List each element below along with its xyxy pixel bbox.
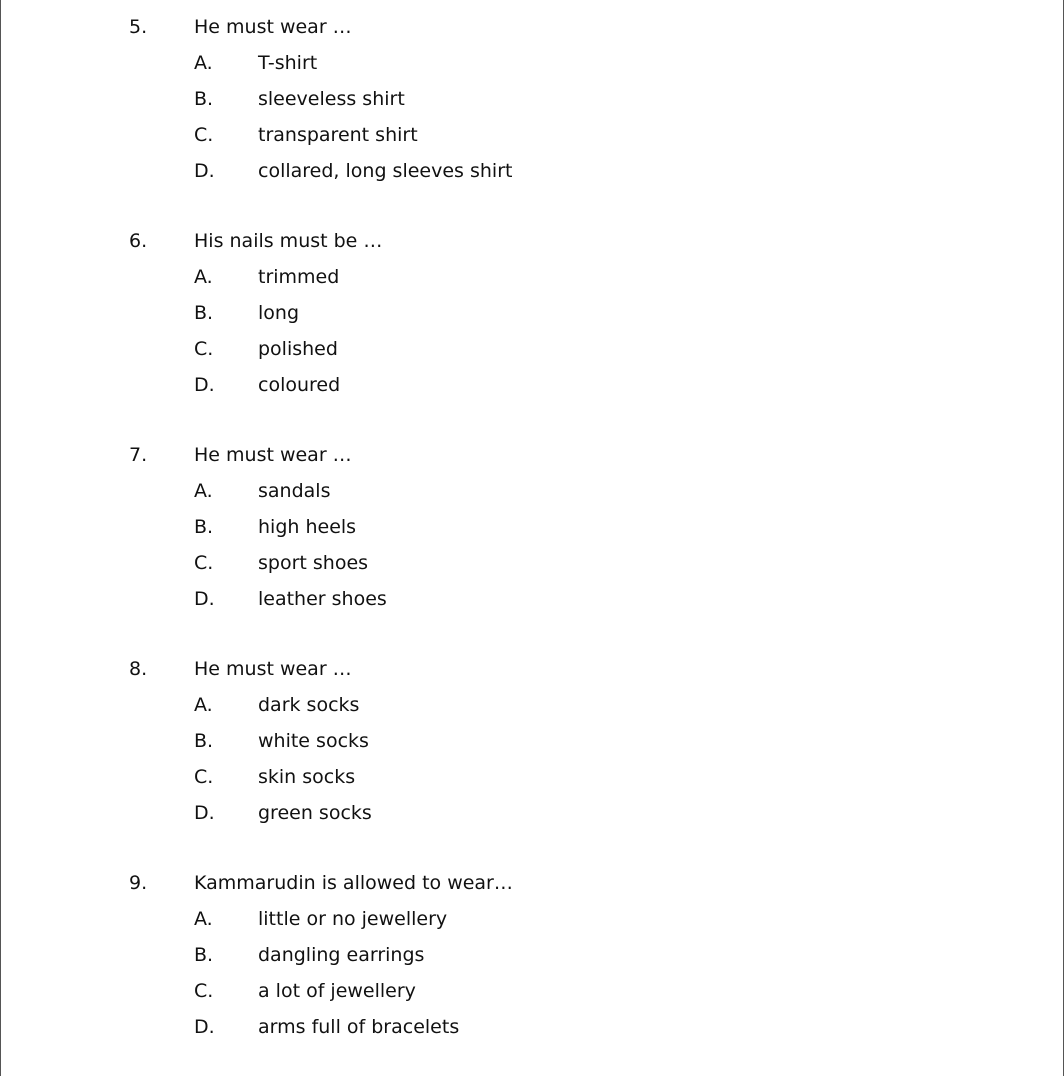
option-letter: C. [194, 980, 214, 1002]
option-b [0, 72, 1064, 108]
question-stem [0, 856, 1064, 892]
option-a [0, 250, 1064, 286]
option-text: green socks [258, 802, 372, 824]
option-letter: C. [194, 124, 214, 146]
option-a [0, 678, 1064, 714]
option-c [0, 536, 1064, 572]
option-letter: B. [194, 516, 214, 538]
option-text: high heels [258, 516, 357, 538]
option-a [0, 36, 1064, 72]
option-letter: A. [194, 908, 213, 930]
option-letter: A. [194, 266, 213, 288]
question-text: He must wear … [194, 16, 352, 38]
option-letter: A. [194, 694, 213, 716]
option-text: white socks [258, 730, 369, 752]
option-text: T-shirt [258, 52, 318, 74]
question-number: 5. [129, 16, 148, 38]
option-text: transparent shirt [258, 124, 418, 146]
question-number: 9. [129, 872, 148, 894]
option-text: sandals [258, 480, 331, 502]
option-c [0, 964, 1064, 1000]
question-5 [0, 0, 1064, 180]
option-a [0, 464, 1064, 500]
option-letter: C. [194, 338, 214, 360]
question-number: 7. [129, 444, 148, 466]
option-d [0, 144, 1064, 180]
question-number: 8. [129, 658, 148, 680]
question-stem [0, 0, 1064, 36]
option-a [0, 892, 1064, 928]
option-letter: B. [194, 730, 214, 752]
question-text: He must wear … [194, 658, 352, 680]
option-letter: D. [194, 802, 215, 824]
option-d [0, 786, 1064, 822]
question-stem [0, 428, 1064, 464]
option-letter: B. [194, 302, 214, 324]
option-letter: D. [194, 374, 215, 396]
option-text: sport shoes [258, 552, 369, 574]
option-letter: B. [194, 88, 214, 110]
option-b [0, 286, 1064, 322]
option-text: arms full of bracelets [258, 1016, 460, 1038]
option-letter: A. [194, 480, 213, 502]
question-stem [0, 642, 1064, 678]
question-6 [0, 214, 1064, 394]
option-text: dangling earrings [258, 944, 425, 966]
option-letter: D. [194, 1016, 215, 1038]
question-number: 6. [129, 230, 148, 252]
option-text: dark socks [258, 694, 360, 716]
option-b [0, 714, 1064, 750]
option-text: little or no jewellery [258, 908, 448, 930]
option-letter: C. [194, 552, 214, 574]
option-letter: D. [194, 588, 215, 610]
option-d [0, 1000, 1064, 1036]
question-text: He must wear … [194, 444, 352, 466]
option-text: skin socks [258, 766, 356, 788]
question-9 [0, 856, 1064, 1036]
question-text: His nails must be … [194, 230, 383, 252]
option-text: polished [258, 338, 338, 360]
question-stem [0, 214, 1064, 250]
option-text: trimmed [258, 266, 340, 288]
option-d [0, 572, 1064, 608]
question-7 [0, 428, 1064, 608]
option-c [0, 750, 1064, 786]
option-text: a lot of jewellery [258, 980, 416, 1002]
option-c [0, 322, 1064, 358]
option-text: collared, long sleeves shirt [258, 160, 513, 182]
option-text: long [258, 302, 300, 324]
option-letter: A. [194, 52, 213, 74]
option-c [0, 108, 1064, 144]
option-text: leather shoes [258, 588, 387, 610]
question-text: Kammarudin is allowed to wear… [194, 872, 513, 894]
option-letter: C. [194, 766, 214, 788]
option-b [0, 928, 1064, 964]
option-text: sleeveless shirt [258, 88, 405, 110]
option-d [0, 358, 1064, 394]
option-b [0, 500, 1064, 536]
option-letter: D. [194, 160, 215, 182]
option-letter: B. [194, 944, 214, 966]
question-8 [0, 642, 1064, 822]
option-text: coloured [258, 374, 341, 396]
